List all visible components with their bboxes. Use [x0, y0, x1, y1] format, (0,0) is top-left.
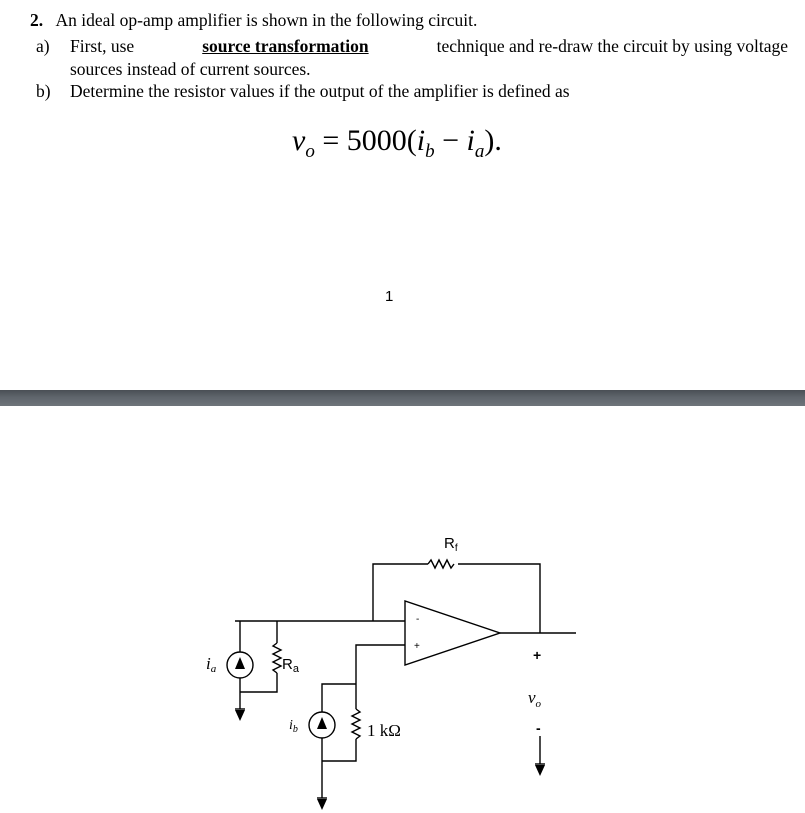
ia-label: ia [206, 654, 217, 675]
vo-minus-sign: - [536, 720, 541, 736]
eq-ia-sub: a [474, 141, 485, 162]
vo-plus-sign: + [533, 647, 542, 663]
question-intro [30, 9, 477, 31]
r1k-label: 1 kΩ [367, 721, 401, 740]
eq-vo-sub: o [305, 141, 315, 162]
opamp-circuit-diagram [0, 406, 805, 813]
ib-label: $i_b$ [289, 718, 298, 735]
eq-ia-var: i [466, 124, 475, 157]
eq-minus: − [434, 124, 467, 157]
part-a-emphasis: source transformation [202, 36, 369, 56]
opamp-minus-sign: - [416, 614, 420, 625]
noninverting-input-wire [356, 645, 405, 684]
question-intro-text: An ideal op-amp amplifier is shown in the following circuit. [55, 10, 478, 30]
vo-ground-icon [535, 765, 545, 776]
output-equation [292, 124, 502, 163]
ib-arrow-icon [317, 717, 327, 729]
rf-label: $R_f$ [444, 535, 458, 554]
part-b-text: Determine the resistor values if the output of the amplifier is defined as [70, 81, 570, 101]
feedback-wire-left [373, 564, 428, 621]
ra-resistor [273, 643, 281, 673]
ib-ground-icon [317, 799, 327, 810]
page-number: 1 [385, 288, 394, 305]
r1k-resistor [352, 709, 360, 739]
part-b-line [36, 80, 570, 102]
part-b-label: b) [36, 81, 51, 101]
ia-arrow-icon [235, 657, 245, 669]
part-a-line1 [36, 35, 788, 57]
part-a-post: technique and re-draw the circuit by using voltage [436, 36, 788, 56]
ia-ground-icon [235, 710, 245, 721]
vo-label: $v_o$ [528, 688, 542, 710]
eq-equals: = 5000( [314, 124, 417, 157]
question-number: 2. [30, 10, 44, 30]
rf-resistor [428, 560, 454, 568]
ra-label: $R_a$ [282, 656, 299, 675]
part-a-line2: sources instead of current sources. [70, 59, 311, 79]
ib-branch-top [322, 684, 356, 712]
opamp-plus-sign: + [414, 641, 420, 652]
r1k-branch-bottom [322, 739, 356, 761]
part-a-pre: First, use [70, 36, 135, 56]
eq-ib-sub: b [425, 141, 435, 162]
eq-vo-var: v [292, 124, 306, 157]
opamp-triangle [405, 601, 500, 665]
eq-ib-var: i [416, 124, 426, 157]
page-divider [0, 390, 805, 406]
part-a-label: a) [36, 36, 50, 56]
eq-close: ). [484, 124, 502, 157]
ra-branch-bottom [240, 673, 277, 692]
